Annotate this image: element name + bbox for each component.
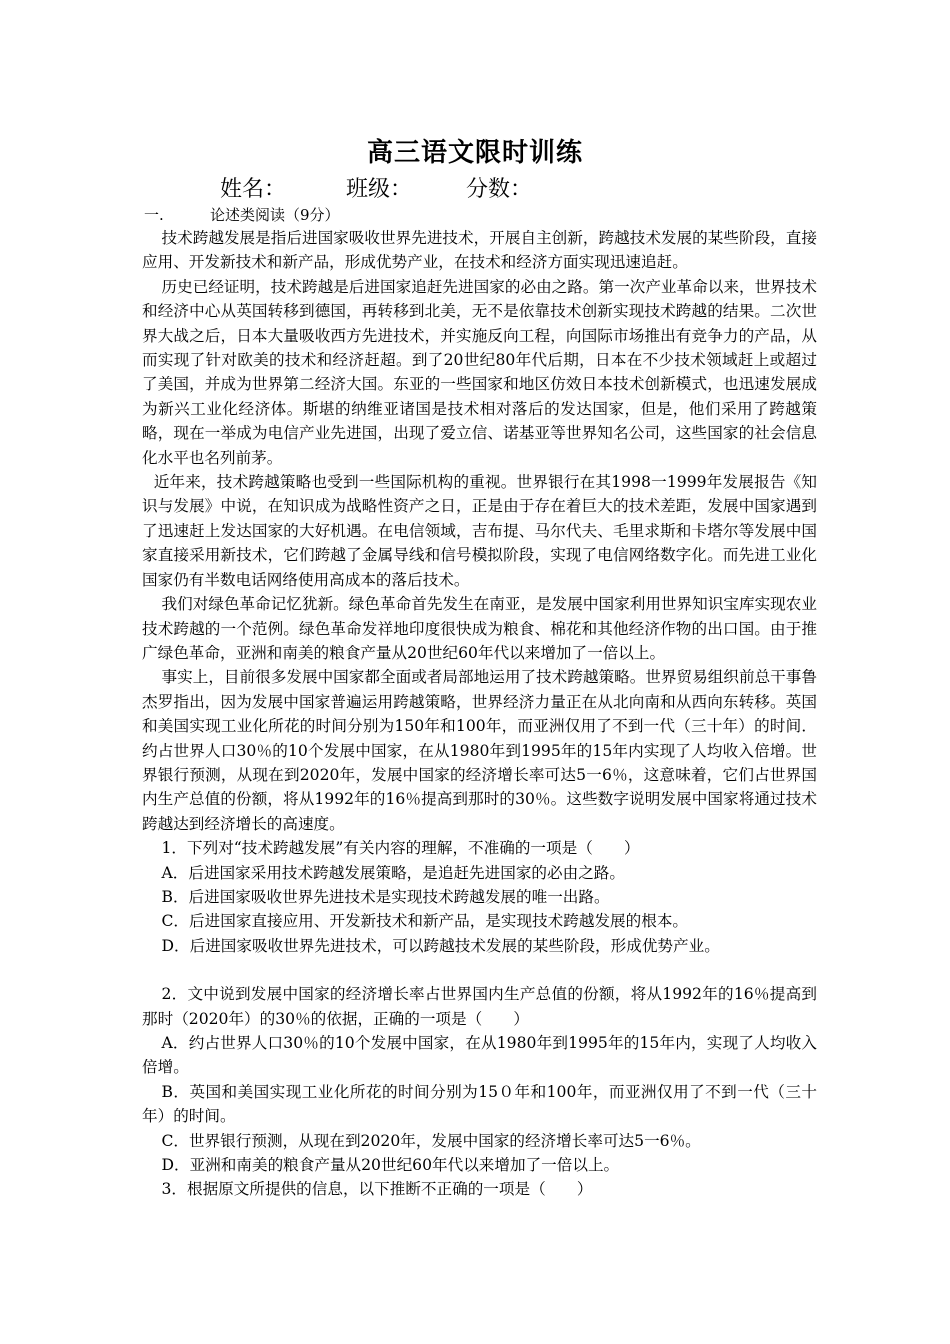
article-paragraph: 技术跨越发展是指后进国家吸收世界先进技术，开展自主创新，跨越技术发展的某些阶段，直接应用、开发新技术和新产品，形成优势产业，在技术和经济方面实现迅速追赶。	[142, 229, 817, 272]
answer-option: D．亚洲和南美的粮食产量从20世纪60年代以来增加了一倍以上。	[161, 1156, 620, 1175]
question-stem: 2．文中说到发展中国家的经济增长率占世界国内生产总值的份额，将从1992年的16％提高到那时（2020年）的30％的依据，正确的一项是（ ）	[142, 985, 817, 1028]
section-title: 论述类阅读（9分）	[210, 206, 340, 224]
answer-option: D．后进国家吸收世界先进技术，可以跨越技术发展的某些阶段，形成优势产业。	[161, 936, 720, 955]
question-stem: 1．下列对“技术跨越发展”有关内容的理解，不准确的一项是（ ）	[161, 839, 640, 858]
page-title: 高三语文限时训练	[366, 138, 583, 168]
article-paragraph: 近年来，技术跨越策略也受到一些国际机构的重视。世界银行在其1998一1999年发展报告《知识与发展》中说，在知识成为战略性资产之日，正是由于存在着巨大的技术差距，发展中国家遇到了迅速赶上发达国家的大好机遇。在电信领域，吉布提、马尔代夫、毛里求斯和卡塔尔等发展中国家直接采用新技术，它们跨越了金属导线和信号模拟阶段，实现了电信网络数字化。而先进工业化国家仍有半数电话网络使用高成本的落后技术。	[142, 473, 817, 589]
name-label: 姓名：	[220, 177, 287, 202]
article-paragraph: 我们对绿色革命记忆犹新。绿色革命首先发生在南亚，是发展中国家利用世界知识宝库实现农业技术跨越的一个范例。绿色革命发祥地印度很快成为粮食、棉花和其他经济作物的出口国。由于推广绿色革命，亚洲和南美的粮食产量从20世纪60年代以来增加了一倍以上。	[142, 595, 817, 662]
section-heading	[144, 204, 340, 225]
article-paragraph: 历史已经证明，技术跨越是后进国家追赶先进国家的必由之路。第一次产业革命以来，世界技术和经济中心从英国转移到德国，再转移到北美，无不是依靠技术创新实现技术跨越的结果。二次世界大战之后，日本大量吸收西方先进技术，并实施反向工程，向国际市场推出有竞争力的产品，从而实现了针对欧美的技术和经济赶超。到了20世纪80年代后期，日本在不少技术领域赶上或超过了美国，并成为世界第二经济大国。东亚的一些国家和地区仿效日本技术创新模式，也迅速发展成为新兴工业化经济体。斯堪的纳维亚诸国是技术相对落后的发达国家，但是，他们采用了跨越策略，现在一举成为电信产业先进国，出现了爱立信、诺基亚等世界知名公司，这些国家的社会信息化水平也名列前茅。	[142, 277, 817, 467]
student-info-row	[220, 172, 532, 203]
class-label: 班级：	[346, 177, 413, 202]
answer-option: C．后进国家直接应用、开发新技术和新产品，是实现技术跨越发展的根本。	[161, 912, 689, 931]
spacer	[142, 958, 817, 982]
article-paragraph: 事实上，目前很多发展中国家都全面或者局部地运用了技术跨越策略。世界贸易组织前总干事鲁杰罗指出，因为发展中国家普遍运用跨越策略，世界经济力量正在从北向南和从西向东转移。英国和美国实现工业化所花的时间分别为150年和100年，而亚洲仅用了不到一代（三十年）的时间．约占世界人口30％的10个发展中国家，在从1980年到1995年的15年内实现了人均收入倍增。世界银行预测，从现在到2020年，发展中国家的经济增长率可达5一6％，这意味着，它们占世界国内生产总值的份额，将从1992年的16％提高到那时的30％。这些数字说明发展中国家将通过技术跨越达到经济增长的高速度。	[142, 668, 817, 833]
answer-option: C．世界银行预测，从现在到2020年，发展中国家的经济增长率可达5一6％。	[161, 1131, 701, 1150]
score-label: 分数：	[466, 177, 533, 202]
answer-option: B．英国和美国实现工业化所花的时间分别为15０年和100年，而亚洲仅用了不到一代（三十年）的时间。	[142, 1082, 817, 1126]
section-number: 一.	[144, 206, 164, 224]
article-body	[142, 226, 817, 1202]
question-stem: 3．根据原文所提供的信息，以下推断不正确的一项是（ ）	[161, 1180, 593, 1199]
answer-option: B．后进国家吸收世界先进技术是实现技术跨越发展的唯一出路。	[161, 887, 610, 906]
answer-option: A．约占世界人口30％的10个发展中国家，在从1980年到1995年的15年内，实现了人均收入倍增。	[142, 1034, 817, 1077]
answer-option: A．后进国家采用技术跨越发展策略，是追赶先进国家的必由之路。	[161, 863, 625, 882]
